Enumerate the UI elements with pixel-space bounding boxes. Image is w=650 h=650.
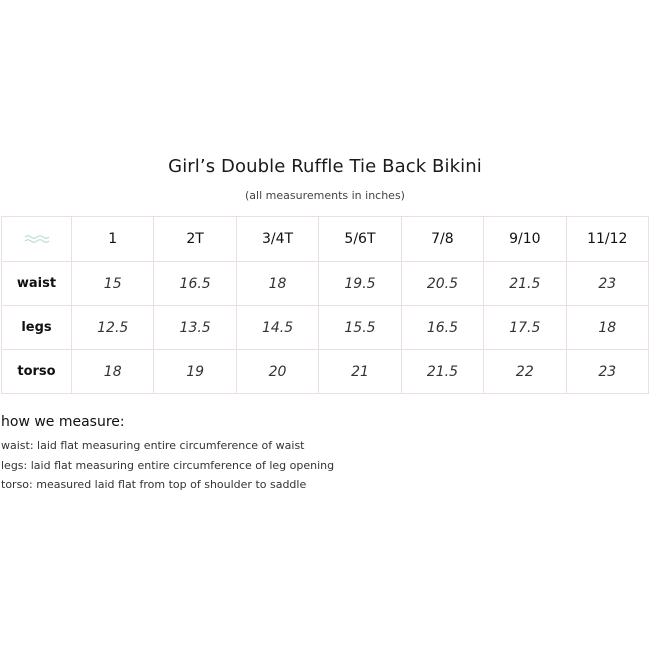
table-row: [2, 306, 649, 350]
measure-heading: how we measure:: [1, 414, 125, 430]
size-header: 5/6T: [319, 217, 401, 262]
measurement-cell: 22: [484, 350, 566, 394]
measurement-cell: 20.5: [401, 262, 483, 306]
measurement-cell: 12.5: [72, 306, 154, 350]
corner-cell: [2, 217, 72, 262]
measure-note-torso: torso: measured laid flat from top of shoulder to saddle: [1, 478, 307, 491]
table-row: [2, 262, 649, 306]
measurement-cell: 18: [72, 350, 154, 394]
measure-note-legs: legs: laid flat measuring entire circumference of leg opening: [1, 458, 335, 472]
measurement-cell: 23: [566, 262, 648, 306]
measurement-cell: 20: [236, 350, 318, 394]
row-label: legs: [2, 306, 72, 350]
measurement-cell: 14.5: [236, 306, 318, 350]
measurement-cell: 19.5: [319, 262, 401, 306]
measurement-cell: 16.5: [401, 306, 483, 350]
size-header: 3/4T: [236, 217, 318, 262]
size-header: 1: [72, 217, 154, 262]
measurement-cell: 18: [566, 306, 648, 350]
measurement-cell: 17.5: [484, 306, 566, 350]
measure-note-waist: waist: laid flat measuring entire circumference of waist: [1, 439, 305, 452]
size-header: 11/12: [566, 217, 648, 262]
measure-guide: [1, 414, 641, 495]
table-header-row: [2, 217, 649, 262]
measurement-cell: 21.5: [401, 350, 483, 394]
wave-icon: [24, 234, 50, 244]
size-header: 2T: [154, 217, 236, 262]
size-table: [1, 216, 649, 394]
measurement-cell: 21.5: [484, 262, 566, 306]
table-row: [2, 350, 649, 394]
measurement-cell: 21: [319, 350, 401, 394]
size-header: 9/10: [484, 217, 566, 262]
measurement-cell: 15: [72, 262, 154, 306]
chart-title: Girl’s Double Ruffle Tie Back Bikini: [168, 156, 482, 177]
measurement-cell: 18: [236, 262, 318, 306]
measurement-cell: 15.5: [319, 306, 401, 350]
chart-subtitle: (all measurements in inches): [245, 189, 405, 202]
measurement-cell: 19: [154, 350, 236, 394]
row-label: waist: [2, 262, 72, 306]
measurement-cell: 23: [566, 350, 648, 394]
size-header: 7/8: [401, 217, 483, 262]
row-label: torso: [2, 350, 72, 394]
measurement-cell: 16.5: [154, 262, 236, 306]
measurement-cell: 13.5: [154, 306, 236, 350]
